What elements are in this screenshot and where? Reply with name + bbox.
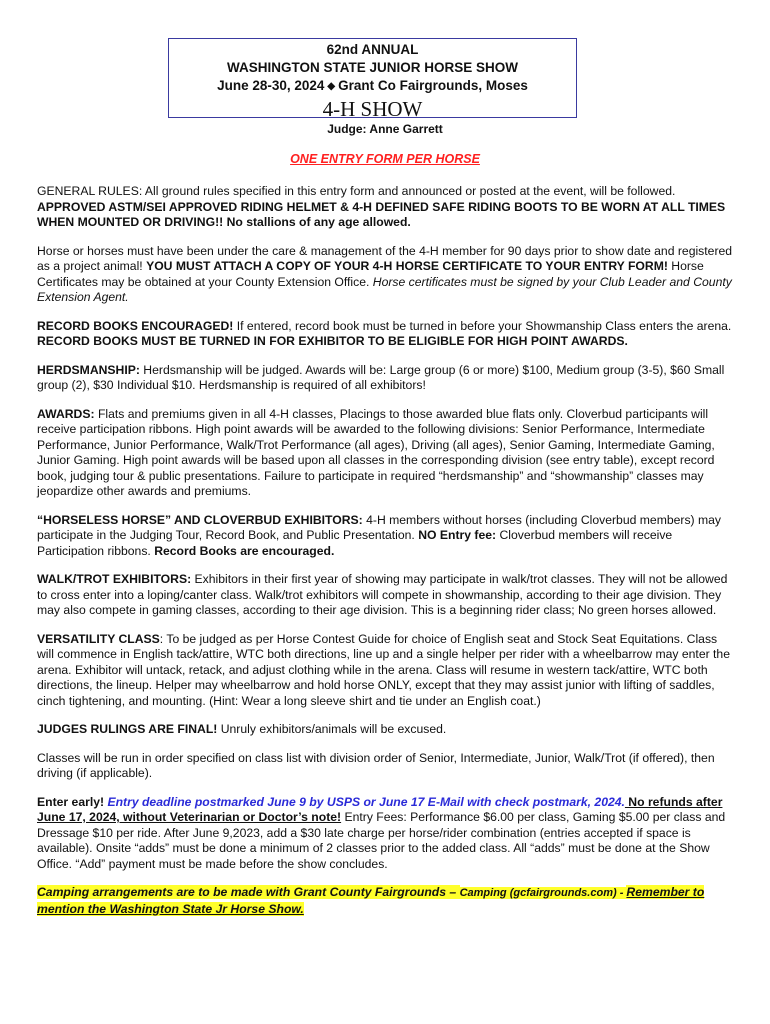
cloverbud-text: Cloverbud members will receive Participation ribbons. <box>37 528 673 558</box>
awards-paragraph <box>37 407 737 500</box>
entry-note: ONE ENTRY FORM PER HORSE <box>290 152 480 166</box>
no-entry-fee-label: NO Entry fee: <box>418 528 497 542</box>
camping-link-text: Camping (gcfairgrounds.com) - <box>459 887 627 899</box>
judge-line: Judge: Anne Garrett <box>327 122 443 136</box>
enter-early-paragraph <box>37 795 737 873</box>
judges-paragraph <box>37 722 737 738</box>
record-books-note: Record Books are encouraged. <box>154 543 335 558</box>
camping-text: Camping arrangements are to be made with Grant County Fairgrounds – <box>37 885 460 899</box>
awards-label: AWARDS: <box>37 406 95 421</box>
show-dates: June 28-30, 2024 <box>217 78 325 93</box>
header-box <box>168 38 577 121</box>
rules-body <box>37 184 737 930</box>
walk-trot-text: Exhibitors in their first year of showing may participate in walk/trot classes. They will not be allowed to cross enter into a loping/canter class. Walk/trot exhibitors will compete in showmanship, according to their age division. They may also compete in gaming classes, according to their age division. This is a beginning rider class; No green horses allowed. <box>37 572 728 617</box>
project-text: Horse or horses must have been under the care & management of the 4-H member for 90 days prior to show date and registered as a project animal! <box>37 243 733 273</box>
general-rules-paragraph <box>37 184 737 231</box>
horseless-label: “HORSELESS HORSE” AND CLOVERBUD EXHIBITORS: <box>37 512 363 527</box>
horseless-text: 4-H members without horses (including Cloverbud members) may participate in the Judging Tour, Record Book, and Public Presentation. <box>37 512 722 542</box>
record-books-paragraph <box>37 319 737 350</box>
show-name: WASHINGTON STATE JUNIOR HORSE SHOW <box>226 60 518 75</box>
show-venue: Grant Co Fairgrounds, Moses <box>338 78 528 93</box>
general-rules-intro: GENERAL RULES: All ground rules specified in this entry form and announced or posted at the event, will be followed. <box>37 184 676 198</box>
entry-fees-text: Entry Fees: Performance $6.00 per class, Gaming $5.00 per class and Dressage $10 per ride. After June 9,2023, add a $30 late charge per horse/rider combination (entries accepted if space is available). Onsite “adds” must be done a minimum of 2 classes prior to the added class. All “adds” must be done at the Show Office. “Add” payment must be made before the show concludes. <box>37 810 726 871</box>
herdsmanship-paragraph <box>37 363 737 394</box>
camping-paragraph <box>37 885 737 917</box>
enter-early-label: Enter early! <box>37 794 105 809</box>
walk-trot-paragraph <box>37 572 737 619</box>
judges-text: Unruly exhibitors/animals will be excused. <box>217 722 447 736</box>
versatility-paragraph <box>37 632 737 710</box>
record-books-text: If entered, record book must be turned in before your Showmanship Class enters the arena. <box>233 318 732 333</box>
herdsmanship-text: Herdsmanship will be judged. Awards will be: Large group (6 or more) $100, Medium group (3-5), $60 Small group (2), $30 Individual $10. Herdsmanship is required of all exhibitors! <box>37 362 725 392</box>
awards-text: Flats and premiums given in all 4-H classes, Placings to those awarded blue flats only. Cloverbud participants will receive participation ribbons. High point awards will be awarded to the following divisions: Senior Performance, Intermediate Performance, Junior Performance, Walk/Trot Performance (all ages), Driving (all ages), Senior Gaming, Intermediate Gaming, Junior Gaming. High point awards will be based upon all classes in the corresponding division (see entry table), except record book, judging tour & public presentations. Failure to participate in required “herdsmanship” and “showmanship” classes may jeopardize other awards and premiums. <box>37 406 715 498</box>
horseless-paragraph <box>37 513 737 560</box>
certificate-signature-note: Horse certificates must be signed by your Club Leader and County Extension Agent. <box>37 274 732 304</box>
show-type: 4-H SHOW <box>322 97 423 121</box>
record-books-rule: RECORD BOOKS MUST BE TURNED IN FOR EXHIBITOR TO BE ELIGIBLE FOR HIGH POINT AWARDS. <box>37 334 628 348</box>
helmet-rule: APPROVED ASTM/SEI APPROVED RIDING HELMET & 4-H DEFINED SAFE RIDING BOOTS TO BE WORN AT ALL TIMES WHEN MOUNTED OR DRIVING!! No stallions of any age allowed. <box>37 199 726 229</box>
versatility-label: VERSATILITY CLASS <box>37 631 160 646</box>
project-paragraph <box>37 244 737 306</box>
certificate-text: Horse Certificates may be obtained at your County Extension Office. <box>37 259 704 289</box>
judges-label: JUDGES RULINGS ARE FINAL! <box>37 722 218 736</box>
certificate-rule: YOU MUST ATTACH A COPY OF YOUR 4-H HORSE CERTIFICATE TO YOUR ENTRY FORM! <box>146 259 668 273</box>
record-books-label: RECORD BOOKS ENCOURAGED! <box>37 318 234 333</box>
walk-trot-label: WALK/TROT EXHIBITORS: <box>37 572 192 586</box>
refund-policy: No refunds after June 17, 2024, without Veterinarian or Doctor’s note! <box>37 794 723 824</box>
deadline-text: Entry deadline postmarked June 9 by USPS or June 17 E-Mail with check postmark, 2024. <box>104 794 625 809</box>
show-dates-venue <box>169 77 576 97</box>
camping-reminder: Remember to mention the Washington State Jr Horse Show. <box>37 885 705 916</box>
diamond-icon: ◆ <box>327 81 336 92</box>
herdsmanship-label: HERDSMANSHIP: <box>37 362 140 377</box>
show-edition: 62nd ANNUAL <box>326 42 419 57</box>
class-order-paragraph: Classes will be run in order specified on class list with division order of Senior, Intermediate, Junior, Walk/Trot (if offered), then driving (if applicable). <box>37 750 715 780</box>
versatility-text: : To be judged as per Horse Contest Guide for choice of English seat and Stock Seat Equitations. Class will commence in English tack/attire, WTC both directions, line up and a single helper per rider with a wheelbarrow may enter the arena. Exhibitor will untack, retack, and adjust clothing while in the arena. Class will resume in western tack/attire, WTC both directions, the lineup. Helper may wheelbarrow and hold horse ONLY, except that they may assist junior with lifting of saddles, cinch tightening, and mounting. (Hint: Wear a long sleeve shirt and tie under an English coat.) <box>37 631 730 708</box>
